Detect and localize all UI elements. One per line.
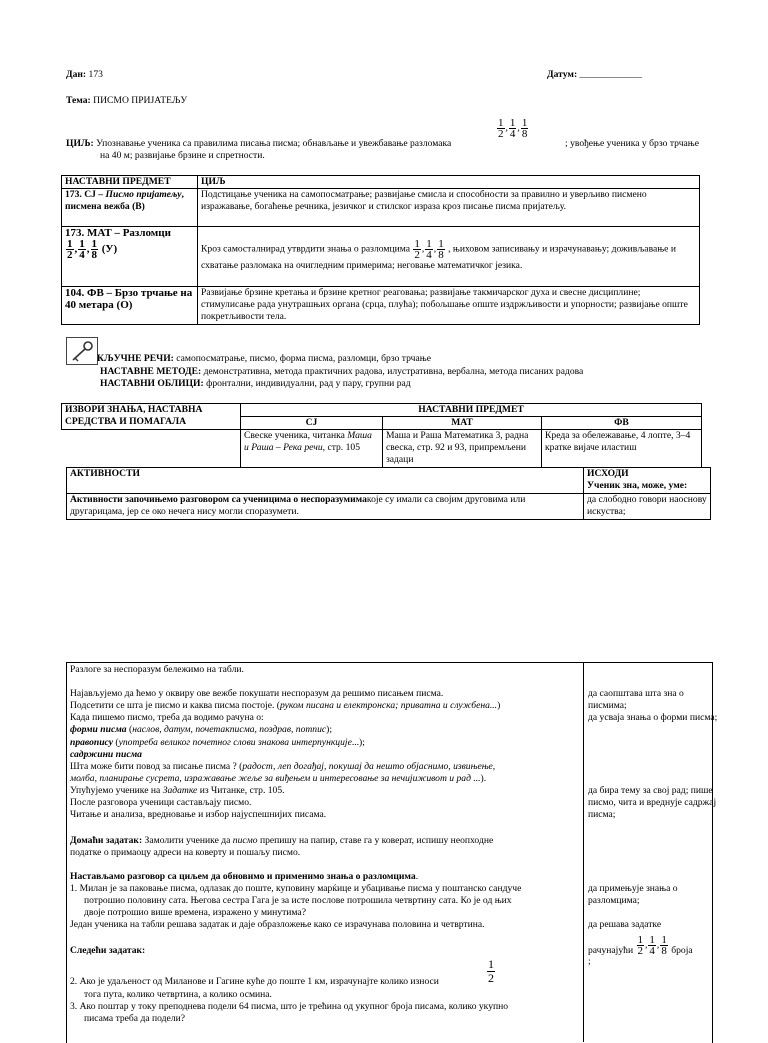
res-sj: Свеске ученика, читанка Маша и Раша – Река речи, стр. 105 — [241, 430, 383, 468]
subject-sj: 173. СЈ – Писмо пријатељу, писмена вежба (В) — [62, 189, 198, 227]
date-label: Датум: — [547, 69, 578, 80]
resources-table — [61, 403, 702, 468]
topic-line — [66, 95, 187, 106]
lesson-line: Када пишемо писмо, треба да водимо рачуна о: — [70, 712, 264, 723]
fraction: $\frac{1}{4}$ — [509, 117, 516, 140]
lesson-line: Следећи задатак: — [70, 945, 146, 956]
subjects-header-goal: ЦИЉ — [198, 176, 700, 189]
goal-line-1 — [66, 138, 451, 149]
goal-text-after: ; увођење ученика у брзо трчање — [565, 138, 699, 149]
goal-fv: Развијање брзине кретања и брзине кретног реаговања; развијање такмичарског духа и свесне дисциплине; стимулисање рада унутрашњих органа (срца, плућа); побољшање опште издржљивости и упорности; развијање опште покретљивости тела. — [198, 287, 700, 325]
lesson-line: потрошио половину сата. Његова сестра Гага је за исте послове потрошила четвртину сата. Ко је од њих — [84, 895, 512, 906]
res-mat: Маша и Раша Математика 3, радна свеска, стр. 92 и 93, припремљени задаци — [383, 430, 542, 468]
date-line — [547, 69, 642, 80]
lesson-line: податке о примаоцу адреси на коверту и пошаљу писмо. — [70, 847, 301, 858]
outcome-text: да усваја знања о форми писма; — [588, 712, 718, 723]
fraction: $\frac{1}{8}$ — [521, 117, 528, 140]
col-fv: ФВ — [542, 417, 702, 430]
lesson-line: садржини писма — [70, 749, 142, 760]
goal-label: ЦИЉ: — [66, 138, 94, 149]
subjects-header-subject: НАСТАВНИ ПРЕДМЕТ — [62, 176, 198, 189]
lesson-line: Настављамо разговор са циљем да обновимо и применимо знања о разломцима. — [70, 871, 419, 882]
keywords-line: КЉУЧНЕ РЕЧИ: самопосматрање, писмо, форма писма, разломци, брзо трчање — [97, 353, 431, 364]
day-label: Дан: — [66, 69, 87, 80]
goal-sj: Подстицање ученика на самопосматрање; развијање смисла и способности за правилно и уверљиво писмено изражавање, богаћење речника, језичког и стилског израза кроз писање писма пријатељу. — [198, 189, 700, 227]
subjects-table — [61, 175, 700, 325]
outcome-text: да бира тему за свој рад; пише писмо, чита и вреднује садржај писма; — [588, 785, 717, 820]
lesson-line: молба, планирање сусрета, изражавање жеље за виђењем и интересовање за нечијиживот и рад ...). — [70, 773, 487, 784]
outcomes-header: ИСХОДИ Ученик зна, може, уме: — [584, 468, 711, 494]
lesson-line: 3. Ако поштар у току преподнева подели 64 писма, што је трећина од укупног броја писама, колико укупно — [70, 1001, 509, 1012]
subject-mat: 173. МАТ – Разломци $\frac{1}{2}$ , $\frac{1}{4}$ , $\frac{1}{8}$ (У) — [62, 227, 198, 287]
subject-fv: 104. ФВ – Брзо трчање на 40 метара (О) — [62, 287, 198, 325]
day-line — [66, 69, 103, 80]
fraction: $\frac{1}{2}$ — [498, 117, 504, 140]
lesson-line: 2. Ако је удаљеност од Милановe и Гагине куће до поште 1 км, израчунајте колико износи — [70, 976, 439, 987]
forms-line: НАСТАВНИ ОБЛИЦИ: фронтални, индивидуални, рад у пару, групни рад — [100, 378, 411, 389]
lesson-line: Подсетити се шта је писмо и каква писма постоје. (руком писана и електронска; приватна и службена...) — [70, 700, 501, 711]
outcome-text: да примењује знања о разломцима; — [588, 883, 678, 906]
lesson-line: Домаћи задатак: Замолити ученике да писмо препишу на папир, ставе га у коверат, испишу неопходне — [70, 835, 494, 846]
lower-divider — [583, 662, 584, 1042]
goal-fractions: $\frac{1}{2}$ , $\frac{1}{4}$ , $\frac{1}{8}$ — [498, 117, 528, 140]
col-mat: МАТ — [383, 417, 542, 430]
outcome-text: да решава задатке — [588, 919, 662, 930]
topic-label: Тема: — [66, 95, 91, 106]
lesson-line: Шта може бити повод за писање писма ? (радост, леп догађај, покушај да нешто објаснимо, извињење, — [70, 761, 496, 772]
goal-line-2: на 40 м; развијање брзине и спретности. — [100, 150, 265, 161]
activities-header: АКТИВНОСТИ — [67, 468, 584, 494]
lesson-line: писама треба да подели? — [84, 1013, 185, 1024]
lesson-line: тога пута, колико четвртина, а колико осмина. — [84, 989, 272, 1000]
lesson-line: правопису (употреба великог почетног слови знакова интерпункције...); — [70, 737, 365, 748]
methods-line: НАСТАВНЕ МЕТОДЕ: демонстративна, метода практичних радова, илустративна, вербална, метода писаних радова — [100, 366, 584, 377]
lesson-line: Најављујемо да ћемо у оквиру ове вежбе покушати неспоразум да решимо писањем писма. — [70, 688, 444, 699]
goal-mat: Кроз самосталнирад утврдити знања о разломцима $\frac{1}{2}$ , $\frac{1}{4}$ , $\frac{1}{8}$ , њиховом записивању и израчунавању; доживљавање и схватање разломака на очигледним примерима; неговање математичког језика. — [198, 227, 700, 287]
lesson-line: двоје потрошио више времена, изражено у минутима? — [84, 907, 306, 918]
lesson-line: Разлоге за неспоразум бележимо на табли. — [70, 664, 244, 675]
lesson-line: форми писма (наслов, датум, почетакписма, поздрав, потпис); — [70, 724, 333, 735]
half-fraction: $\frac{1}{2}$ — [488, 957, 494, 985]
resources-subject-header: НАСТАВНИ ПРЕДМЕТ — [241, 404, 702, 417]
lesson-line: 1. Милан је за паковање писма, одлазак до поште, куповину марќице и убацивање писма у поштанско сандуче — [70, 883, 522, 894]
res-fv: Креда за обележавање, 4 лопте, 3–4 кратке вијаче иластиш — [542, 430, 702, 468]
lesson-line: Упућујемо ученике на Задатке из Читанке, стр. 105. — [70, 785, 285, 796]
key-icon — [66, 337, 98, 365]
date-value: _____________ — [579, 69, 642, 80]
activities-table — [66, 467, 711, 520]
lesson-line: После разговора ученици састављају писмо. — [70, 797, 252, 808]
col-sj: СЈ — [241, 417, 383, 430]
day-value: 173 — [88, 69, 103, 80]
lesson-line: Читање и анализа, вредновање и избор најуспешнијих писама. — [70, 809, 327, 820]
outcome-fractions-line: рачунајући $\frac{1}{2}$ , $\frac{1}{4}$ , $\frac{1}{8}$ броја ; — [588, 934, 693, 967]
outcome-text: да саопштава шта зна о писмима; — [588, 688, 684, 711]
goal-text: Упознавање ученика са правилима писања писма; обнављање и увежбавање разломака — [96, 138, 452, 149]
topic-value: ПИСМО ПРИЈАТЕЉУ — [93, 95, 188, 106]
resources-header: ИЗВОРИ ЗНАЊА, НАСТАВНА СРЕДСТВА И ПОМАГАЛА — [62, 404, 241, 430]
lesson-line: Један ученика на табли решава задатак и даје образложење како се израчунава половина и четвртина. — [70, 919, 485, 930]
outcome-row: да слободно говори наоснову искуства; — [584, 494, 711, 520]
activity-row: Активности започињемо разговором са ученицима о неспоразумимакоје су имали са својим друговима или другарицама, јер се око нечега нису могли споразумети. — [67, 494, 584, 520]
